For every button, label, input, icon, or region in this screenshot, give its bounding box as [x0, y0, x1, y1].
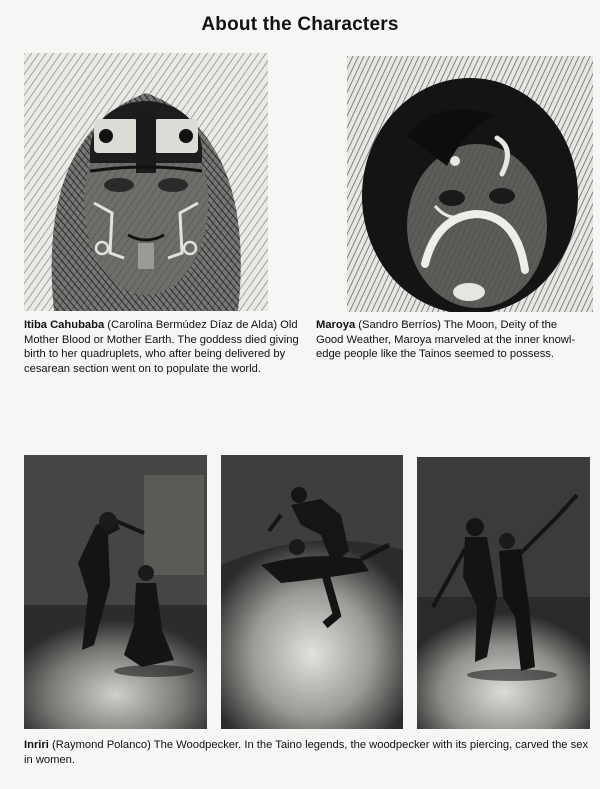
inriri-caption	[24, 738, 592, 767]
maroya-caption	[316, 318, 584, 362]
character-description: (Sandro Berríos) The Moon, Deity of the Good Weather, Maroya marveled at the inner knowl-edge people like the Tainos seemed to possess.	[316, 319, 576, 361]
character-description: (Raymond Polanco) The Woodpecker. In the Taino legends, the woodpecker with its piercing, carved the sex in women.	[24, 739, 589, 766]
page-title: About the Characters	[201, 14, 399, 35]
itiba-cahubaba-portrait	[24, 53, 268, 311]
character-name: Maroya	[316, 319, 356, 331]
character-name: Itiba Cahubaba	[24, 319, 105, 331]
character-name: Inriri	[24, 739, 49, 751]
inriri-photo-1	[24, 455, 207, 729]
character-description: (Carolina Bermúdez Díaz de Alda) Old Mother Blood or Mother Earth. The goddess died giving birth to her quadruplets, who after being delivered by cesarean section went on to populate the world.	[24, 319, 299, 375]
inriri-photo-3	[417, 457, 590, 729]
maroya-portrait	[347, 56, 593, 312]
itiba-cahubaba-caption	[24, 318, 302, 376]
inriri-photo-2	[221, 455, 403, 729]
